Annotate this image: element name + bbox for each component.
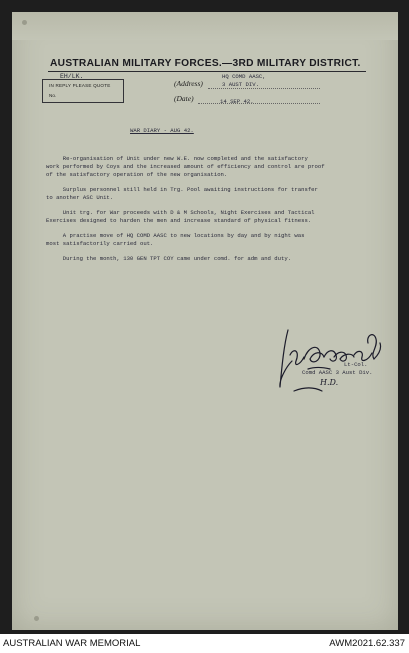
punch-hole	[34, 616, 39, 621]
date-dotted-line	[198, 103, 320, 104]
letterhead-title: AUSTRALIAN MILITARY FORCES.—3RD MILITARY DISTRICT.	[50, 58, 361, 69]
document-heading: WAR DIARY - AUG 42.	[130, 127, 194, 134]
paragraph	[46, 209, 325, 225]
reply-box-label: IN REPLY PLEASE QUOTE	[49, 83, 111, 88]
text-line: most satisfactorily carried out.	[46, 240, 154, 247]
paragraph	[46, 255, 325, 263]
document-page	[12, 12, 398, 630]
address-line-2: 3 AUST DIV.	[222, 81, 259, 88]
paragraph	[46, 186, 325, 202]
text-line: of the satisfactory operation of the new organisation.	[46, 171, 228, 178]
text-line: Surplus personnel still held in Trg. Pool awaiting instructions for transfer	[46, 186, 318, 193]
text-line: During the month, 130 GEN TPT COY came under comd. for adm and duty.	[46, 255, 292, 262]
text-line: Exercises designed to harden the men and increase standard of physical fitness.	[46, 217, 312, 224]
text-line: Unit trg. for War proceeds with D & M Schools, Night Exercises and Tactical	[46, 209, 315, 216]
address-label: (Address)	[174, 79, 203, 88]
text-line: Re-organisation of Unit under new W.E. now completed and the satisfactory	[46, 155, 308, 162]
signatory-rank: Lt-Col.	[344, 361, 368, 368]
handwritten-signature	[274, 325, 394, 405]
paragraph	[46, 232, 325, 248]
archive-accession-number: AWM2021.62.337	[329, 638, 405, 649]
reference-code: EH/LK.	[60, 73, 84, 80]
handwritten-initials: H.D.	[320, 378, 339, 387]
signatory-title: Comd AASC 3 Aust Div.	[302, 369, 373, 376]
reply-box-number-label: No.	[49, 93, 57, 98]
date-label: (Date)	[174, 94, 194, 103]
text-line: work performed by Coys and the increased amount of efficiency and control are proof	[46, 163, 325, 170]
letterhead-rule	[48, 71, 366, 72]
text-line: to another ASC Unit.	[46, 194, 114, 201]
signature-scrawl	[274, 325, 394, 405]
address-line-1: HQ COMD AASC,	[222, 73, 266, 80]
paragraph	[46, 155, 325, 179]
text-line: A practise move of HQ COMD AASC to new locations by day and by night was	[46, 232, 305, 239]
reply-reference-box	[42, 79, 124, 103]
punch-hole	[22, 20, 27, 25]
body-text	[46, 155, 325, 263]
archive-name: AUSTRALIAN WAR MEMORIAL	[3, 638, 141, 649]
document-date: 14 SEP 42.	[220, 98, 254, 105]
archive-footer	[0, 634, 409, 653]
